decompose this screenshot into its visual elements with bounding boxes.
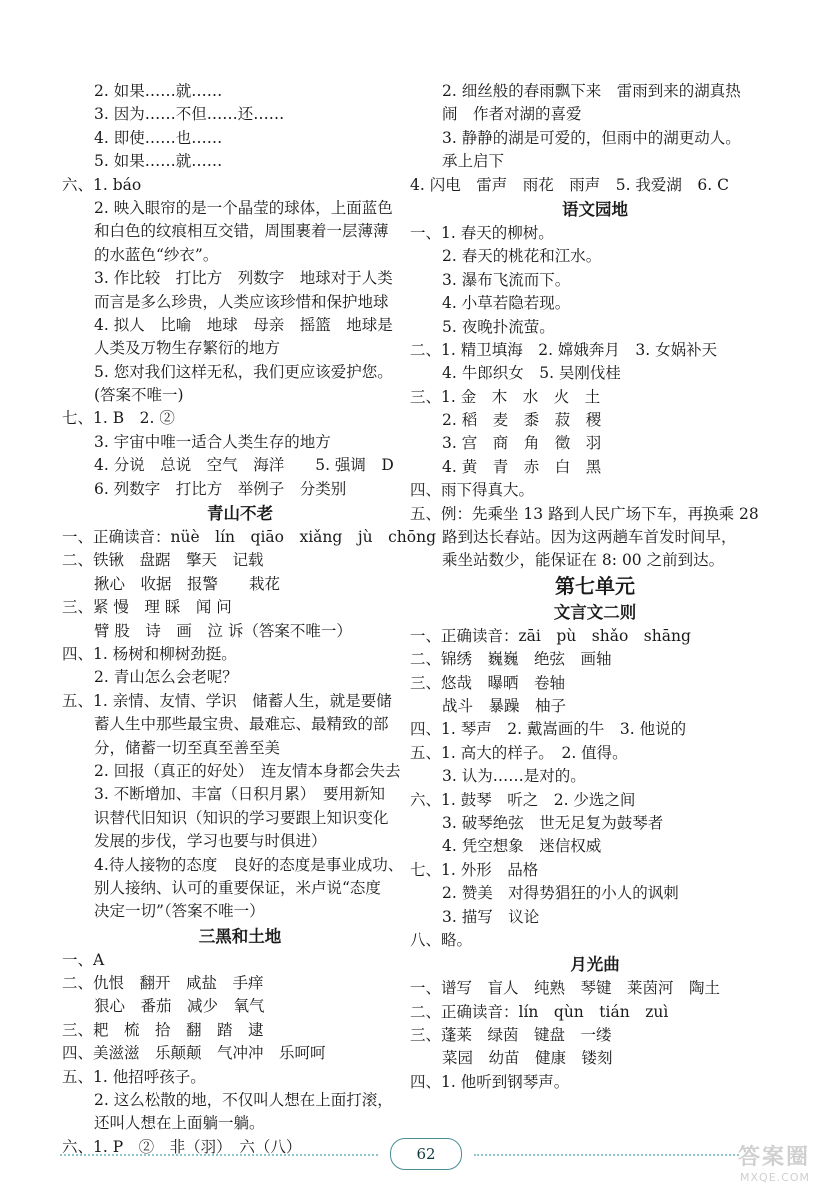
answer-line: 3. 不断增加、丰富（日积月累） 要用新知 xyxy=(94,785,385,804)
section-title: 语文园地 xyxy=(562,199,628,219)
answer-line: 2. 如果……就…… xyxy=(94,82,223,100)
answer-line: 一、正确读音：nüè lín qiāo xiǎng jù chōng xyxy=(62,528,437,547)
answer-line: 别人接纳、认可的重要保证，米卢说“态度 xyxy=(94,878,381,897)
section-title: 三黑和土地 xyxy=(198,926,282,946)
answer-line: 四、1. 他听到钢琴声。 xyxy=(410,1072,570,1091)
answer-line: 而言是多么珍贵，人类应该珍惜和保护地球 xyxy=(94,292,389,311)
watermark-logo xyxy=(695,1140,810,1190)
watermark-url: MXQE.COM xyxy=(740,1171,810,1184)
answer-line: 乘坐站数少，能保证在 8: 00 之前到达。 xyxy=(442,551,725,570)
answer-line: 2. 这么松散的地，不仅叫人想在上面打滚， xyxy=(94,1091,393,1110)
answer-line: 5. 如果……就…… xyxy=(94,152,223,171)
answer-line: 4. 闪电 雷声 雨花 雨声 5. 我爱湖 6. C xyxy=(410,175,730,194)
answer-line: 4.待人接物的态度 良好的态度是事业成功、 xyxy=(94,855,404,874)
answer-line: 2. 稻 麦 黍 菽 稷 xyxy=(442,411,602,430)
section-title: 青山不老 xyxy=(207,504,273,524)
answer-line: 4. 即使……也…… xyxy=(94,128,223,147)
answer-line: 三、1. 金 木 水 火 土 xyxy=(410,387,601,406)
answer-line: 八、略。 xyxy=(410,930,473,949)
answer-line: 3. 静静的湖是可爱的，但雨中的湖更动人。 xyxy=(442,128,741,147)
answer-line: 臂 股 诗 画 泣 诉（答案不唯一） xyxy=(94,621,352,640)
answer-line: 四、1. 杨树和柳树劲挺。 xyxy=(62,644,237,663)
answer-line: 3. 破琴绝弦 世无足复为鼓琴者 xyxy=(442,813,664,832)
answer-line: 6. 列数字 打比方 举例子 分类别 xyxy=(94,479,347,498)
answer-line: 还叫人想在上面躺一躺。 xyxy=(94,1114,265,1133)
answer-line: 三、耙 梳 拾 翻 踏 逮 xyxy=(62,1020,264,1039)
answer-line: 四、雨下得真大。 xyxy=(410,481,535,500)
section-title: 文言文二则 xyxy=(553,602,637,622)
answer-line: 六、1. báo xyxy=(62,175,142,194)
answer-line: 战斗 暴躁 柚子 xyxy=(442,696,567,715)
answer-line: 分，储蓄一切至真至善至美 xyxy=(94,738,281,757)
answer-line: 4. 黄 青 赤 白 黑 xyxy=(442,457,602,476)
answer-line: 4. 凭空想象 迷信权威 xyxy=(442,837,602,856)
answer-line: 3. 描写 议论 xyxy=(442,907,540,926)
answer-line: 的水蓝色“纱衣”。 xyxy=(94,245,219,264)
answer-line: 六、1. 鼓琴 听之 2. 少选之间 xyxy=(410,790,636,809)
answer-line: 二、锦绣 巍巍 绝弦 画轴 xyxy=(410,650,612,669)
answer-line: 2. 春天的桃花和江水。 xyxy=(442,247,602,266)
answer-line: 发展的步伐，学习也要与时俱进） xyxy=(94,832,327,851)
answer-line: 一、A xyxy=(62,950,105,969)
answer-line: 三、悠哉 曝晒 卷轴 xyxy=(410,673,566,692)
answer-line: 二、1. 精卫填海 2. 嫦娥奔月 3. 女娲补天 xyxy=(410,340,718,359)
page-footer xyxy=(60,1138,787,1168)
right-column xyxy=(410,80,780,1094)
answer-line: 一、谱写 盲人 纯熟 琴键 莱茵河 陶土 xyxy=(410,979,721,998)
answer-line: 识替代旧知识（知识的学习要跟上知识变化 xyxy=(94,808,389,827)
watermark-text: 答案圈 xyxy=(737,1145,810,1170)
answer-line: 2. 青山怎么会老呢？ xyxy=(94,668,238,687)
answer-line: 人类及万物生存繁衍的地方 xyxy=(94,339,281,358)
page-number: 62 xyxy=(390,1138,462,1170)
answer-line: 4. 分说 总说 空气 海洋 5. 强调 D xyxy=(94,456,394,475)
answer-line: 2. 赞美 对得势猖狂的小人的讽刺 xyxy=(442,884,679,903)
answer-line: 一、1. 春天的柳树。 xyxy=(410,223,554,242)
answer-line: 二、仇恨 翻开 咸盐 手痒 xyxy=(62,974,264,993)
answer-line: 3. 宇宙中唯一适合人类生存的地方 xyxy=(94,432,331,451)
answer-line: 五、1. 亲情、友情、学识 储蓄人生，就是要储 xyxy=(62,691,392,710)
answer-line: 蓄人生中那些最宝贵、最难忘、最精致的部 xyxy=(94,715,389,734)
answer-line: 菜园 幼苗 健康 镂刻 xyxy=(442,1049,613,1068)
answer-line: 4. 牛郎织女 5. 吴刚伐桂 xyxy=(442,364,621,383)
answer-line: 2. 细丝般的春雨飘下来 雷雨到来的湖真热 xyxy=(442,82,741,100)
footer-dotted-line-left xyxy=(60,1154,378,1158)
answer-line: 4. 拟人 比喻 地球 母亲 摇篮 地球是 xyxy=(94,315,393,334)
answer-line: 揪心 收据 报警 栽花 xyxy=(94,574,281,593)
answer-line: 3. 认为……是对的。 xyxy=(442,767,586,786)
answer-line: 四、1. 琴声 2. 戴嵩画的牛 3. 他说的 xyxy=(410,720,687,739)
answer-line: 5. 您对我们这样无私，我们更应该爱护您。 xyxy=(94,362,393,381)
answer-line: 2. 映入眼帘的是一个晶莹的球体，上面蓝色 xyxy=(94,198,393,217)
answer-line: 五、1. 高大的样子。 2. 值得。 xyxy=(410,743,628,762)
answer-line: 和白色的纹痕相互交错，周围裹着一层薄薄 xyxy=(94,222,389,241)
answer-line: 二、铁锹 盘踞 擎天 记载 xyxy=(62,551,264,570)
answer-line: 3. 因为……不但……还…… xyxy=(94,105,285,124)
answer-line: 承上启下 xyxy=(442,152,505,171)
section-title: 月光曲 xyxy=(570,955,620,975)
answer-line: 决定一切”（答案不唯一） xyxy=(94,902,265,921)
answer-line: 狠心 番茄 减少 氧气 xyxy=(94,997,265,1016)
answer-line: (答案不唯一) xyxy=(94,386,184,405)
answer-line: 一、正确读音：zāi pù shǎo shāng xyxy=(410,626,691,645)
answer-line: 二、正确读音：lín qùn tián zuì xyxy=(410,1002,669,1021)
unit-heading: 第七单元 xyxy=(555,573,635,598)
answer-line: 五、1. 他招呼孩子。 xyxy=(62,1067,206,1086)
answer-line: 六、1. P ② 非（羽） 六（八） xyxy=(62,1137,302,1156)
answer-line: 4. 小草若隐若现。 xyxy=(442,294,571,313)
answer-line: 2. 回报（真正的好处） 连友情本身都会失去 xyxy=(94,761,401,780)
answer-line: 七、1. 外形 品格 xyxy=(410,860,539,879)
answer-line: 五、例：先乘坐 13 路到人民广场下车，再换乘 28 xyxy=(410,504,759,523)
answer-line: 四、美滋滋 乐颠颠 气冲冲 乐呵呵 xyxy=(62,1044,326,1063)
answer-line: 三、紧 慢 理 睬 闻 问 xyxy=(62,598,232,617)
answer-line: 3. 作比较 打比方 列数字 地球对于人类 xyxy=(94,269,393,288)
answer-line: 七、1. B 2. ② xyxy=(62,409,175,428)
answer-line: 三、蓬莱 绿茵 键盘 一缕 xyxy=(410,1026,612,1045)
answer-line: 闹 作者对湖的喜爱 xyxy=(442,105,582,124)
answer-line: 5. 夜晚扑流萤。 xyxy=(442,317,555,336)
answer-line: 路到达长春站。因为这两趟车首发时间早， xyxy=(442,528,737,547)
answer-line: 3. 宫 商 角 徵 羽 xyxy=(442,434,602,453)
answer-line: 3. 瀑布飞流而下。 xyxy=(442,270,571,289)
